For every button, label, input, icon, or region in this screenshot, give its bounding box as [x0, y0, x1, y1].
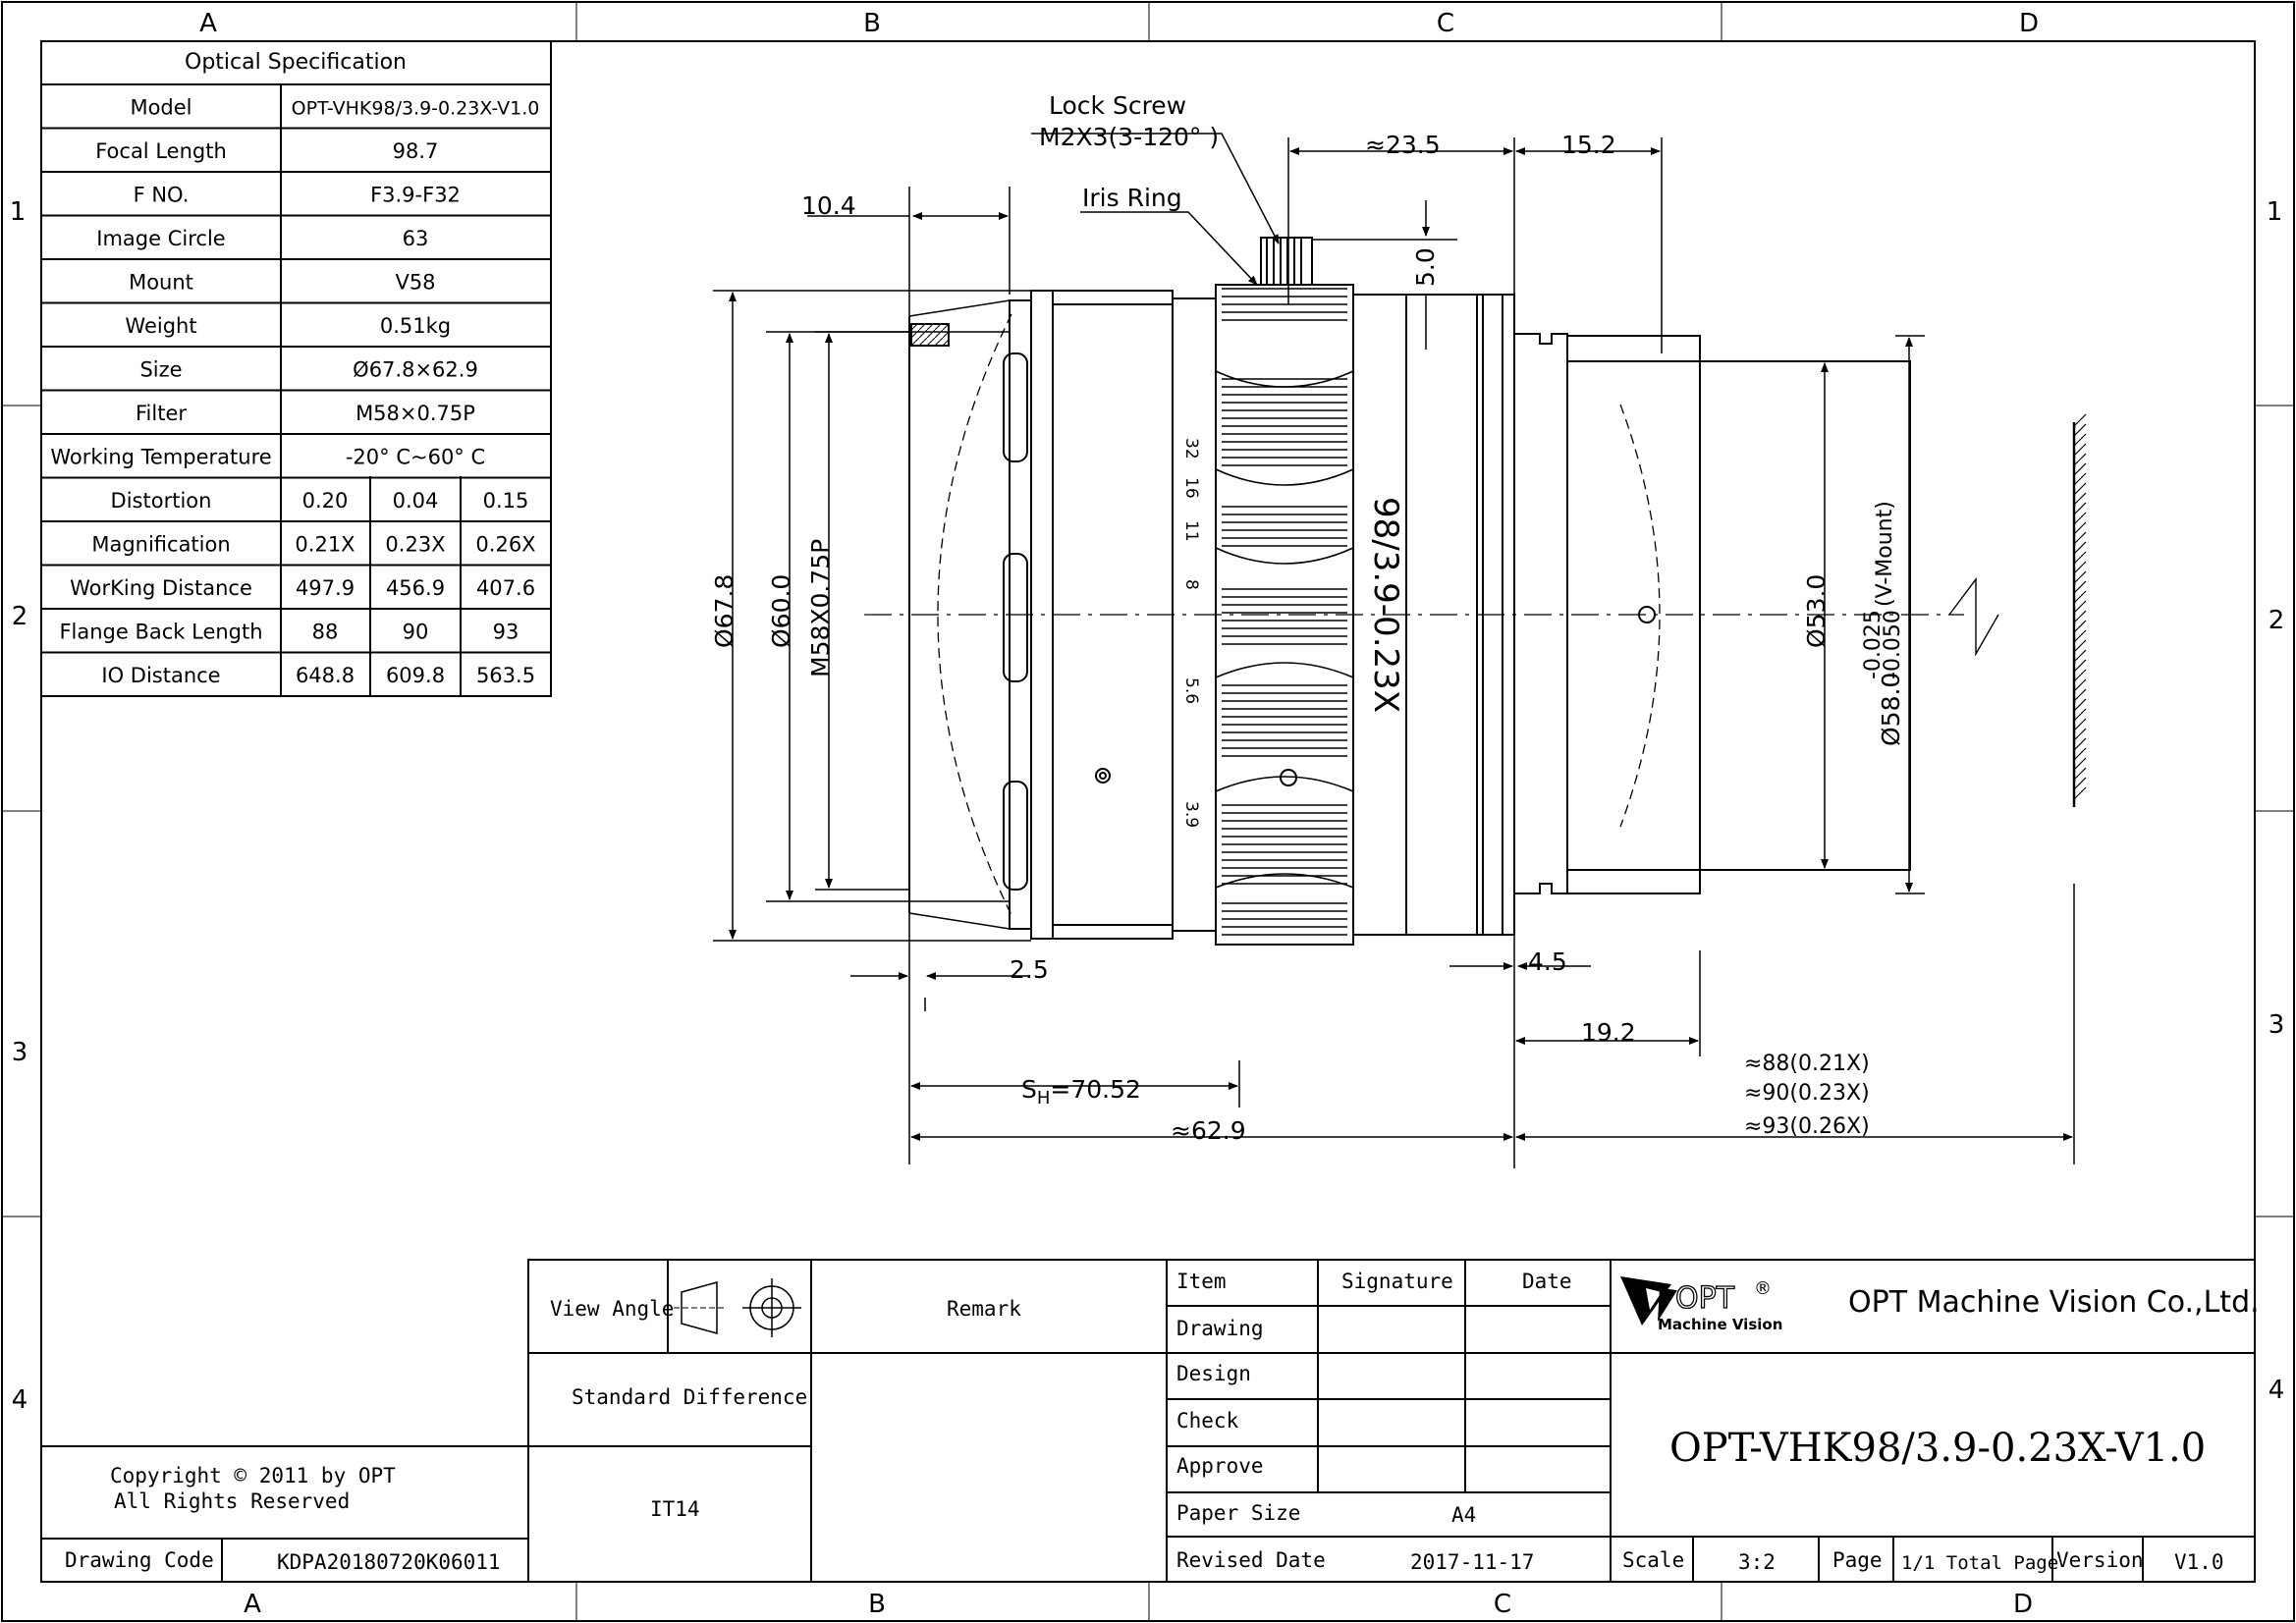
company-block: [1658, 1278, 2260, 1333]
dim-93: ≈93(0.26X): [1744, 1114, 1870, 1139]
frame-row-4-left: 4: [11, 1385, 28, 1415]
page-value: 1/1 Total Page: [1901, 1552, 2059, 1574]
frame-col-b-bottom: B: [868, 1590, 886, 1619]
drawing-code-value: KDPA20180720K06011: [277, 1550, 501, 1574]
aperture-scale-value: 32: [1181, 438, 1201, 460]
lock-screw-spec: M2X3(3-120° ): [1039, 123, 1220, 151]
aperture-scale-value: 11: [1181, 520, 1201, 542]
spec-label: Distortion: [110, 488, 212, 513]
spec-value: 563.5: [475, 663, 536, 687]
view-angle-label: View Angle: [550, 1297, 675, 1321]
dim-19-2: 19.2: [1581, 1018, 1636, 1047]
lens-drawing: [864, 238, 2086, 945]
iris-ring-label: Iris Ring: [1082, 184, 1182, 212]
frame-row-2-right: 2: [2268, 606, 2285, 635]
lock-screw-label: Lock Screw: [1049, 91, 1187, 120]
spec-label: Model: [130, 95, 192, 120]
check-row: Check: [1176, 1409, 1239, 1433]
spec-value: 63: [402, 226, 429, 250]
frame-col-b-top: B: [863, 9, 881, 38]
dim-10-4: 10.4: [801, 191, 856, 220]
spec-label: Weight: [125, 313, 197, 338]
spec-label: Filter: [135, 401, 188, 425]
dim-58-0-vmount: Ø58.0: [1877, 672, 1905, 746]
spec-value: 648.8: [295, 663, 355, 687]
spec-label: WorKing Distance: [70, 575, 252, 600]
version-value: V1.0: [2174, 1550, 2224, 1574]
drawing-row: Drawing: [1176, 1317, 1264, 1340]
spec-label: Mount: [129, 270, 193, 295]
dim-58-0-tol-lower: -0.050: [1881, 610, 1905, 679]
spec-label: Working Temperature: [50, 445, 272, 469]
spec-value: 0.21X: [295, 532, 355, 557]
copyright-line1: Copyright © 2011 by OPT: [110, 1464, 396, 1488]
spec-value: 0.15: [482, 488, 529, 513]
aperture-scale-value: 8: [1181, 579, 1201, 590]
spec-value: -20° C~60° C: [345, 445, 486, 469]
part-number: OPT-VHK98/3.9-0.23X-V1.0: [1669, 1426, 2207, 1471]
dim-67-8: Ø67.8: [710, 573, 738, 648]
dim-m58-thread: M58X0.75P: [806, 538, 835, 677]
dim-4-5: 4.5: [1528, 947, 1567, 976]
frame-col-a-top: A: [199, 9, 217, 38]
spec-value: F3.9-F32: [370, 183, 461, 207]
date-header: Date: [1522, 1270, 1572, 1293]
dim-2-5: 2.5: [1010, 955, 1049, 984]
frame-col-a-bottom: A: [244, 1590, 261, 1619]
spec-label: Magnification: [91, 532, 231, 557]
aperture-scale-value: 16: [1181, 477, 1201, 499]
spec-value: 98.7: [392, 138, 439, 163]
spec-label: Size: [139, 357, 183, 382]
break-line: [1949, 579, 1998, 654]
version-label: Version: [2056, 1548, 2144, 1572]
spec-value: M58×0.75P: [355, 401, 475, 425]
spec-value: Ø67.8×62.9: [353, 357, 478, 382]
copyright-line2: All Rights Reserved: [114, 1489, 351, 1513]
drawing-labels: [710, 91, 1905, 1145]
iris-ring-leader: [1080, 212, 1257, 285]
scale-label: Scale: [1622, 1548, 1685, 1572]
frame-row-1-left: 1: [9, 197, 27, 227]
scale-value: 3:2: [1738, 1550, 1776, 1574]
frame-row-4-right: 4: [2268, 1376, 2285, 1405]
dim-90: ≈90(0.23X): [1744, 1081, 1870, 1106]
spec-value: 609.8: [385, 663, 446, 687]
frame-row-3-left: 3: [11, 1038, 28, 1067]
company-name: OPT Machine Vision Co.,Ltd.: [1848, 1285, 2260, 1320]
frame-col-d-top: D: [2018, 9, 2040, 38]
dim-62-9: ≈62.9: [1171, 1116, 1246, 1145]
dim-15-2: 15.2: [1561, 131, 1616, 159]
view-angle-circle-icon: [742, 1278, 801, 1337]
frame-labels: [10, 9, 2285, 1619]
frame-row-2-left: 2: [11, 602, 28, 631]
dim-5-0: 5.0: [1411, 247, 1440, 287]
sheet-frame: [2, 2, 2294, 1621]
lock-screw: [1261, 238, 1312, 285]
drawing-code-label: Drawing Code: [65, 1548, 214, 1572]
spec-value: 0.04: [392, 488, 439, 513]
aperture-scale-value: 3.9: [1181, 801, 1201, 829]
page-label: Page: [1832, 1548, 1883, 1572]
spec-value: OPT-VHK98/3.9-0.23X-V1.0: [291, 97, 540, 120]
spec-value: 407.6: [475, 575, 536, 600]
frame-col-c-top: C: [1436, 9, 1455, 38]
barrel-engraving: 98/3.9-0.23X: [1366, 497, 1405, 714]
paper-size-value: A4: [1451, 1503, 1477, 1527]
spec-value: 93: [492, 620, 519, 644]
spec-value: 88: [311, 620, 339, 644]
v-mount-body: [1514, 334, 1567, 893]
it14-value: IT14: [650, 1497, 700, 1521]
item-header: Item: [1176, 1270, 1227, 1293]
design-row: Design: [1176, 1362, 1251, 1385]
spec-value: 0.23X: [385, 532, 446, 557]
frame-row-1-right: 1: [2266, 197, 2283, 227]
spec-value: 90: [402, 620, 429, 644]
spec-value: 0.51kg: [379, 313, 452, 338]
logo-registered: ®: [1754, 1278, 1772, 1299]
dim-58-0-tol-upper: -0.025: [1861, 610, 1886, 679]
dim-sh: $S_H=70.52$: [1021, 1075, 1141, 1109]
spec-label: Flange Back Length: [59, 620, 263, 644]
remark-label: Remark: [947, 1297, 1021, 1321]
spec-label: Image Circle: [96, 226, 226, 250]
spec-value: 497.9: [295, 575, 355, 600]
frame-col-c-bottom: C: [1493, 1590, 1512, 1619]
aperture-scale-value: 5.6: [1181, 677, 1201, 705]
logo-text: OPT: [1675, 1281, 1735, 1316]
frame-row-3-right: 3: [2268, 1010, 2285, 1040]
dim-88: ≈88(0.21X): [1744, 1052, 1870, 1076]
dim-23-5: ≈23.5: [1365, 131, 1441, 159]
spec-label: F NO.: [133, 183, 190, 207]
filter-thread-hatch: [911, 324, 949, 346]
frame-col-d-bottom: D: [2012, 1590, 2034, 1619]
spec-value: V58: [395, 270, 436, 295]
dim-60-0: Ø60.0: [767, 573, 795, 648]
revised-date-value: 2017-11-17: [1410, 1550, 1535, 1574]
logo-subtitle: Machine Vision: [1658, 1316, 1783, 1333]
spec-table: [41, 41, 551, 696]
iris-ring: [1216, 285, 1353, 945]
spec-label: Focal Length: [95, 138, 227, 163]
spec-label: IO Distance: [101, 663, 221, 687]
paper-size-label: Paper Size: [1176, 1501, 1301, 1525]
revised-date-label: Revised Date: [1176, 1548, 1326, 1572]
spec-table-title: Optical Specification: [185, 50, 407, 75]
front-slots: [1004, 353, 1027, 890]
signature-header: Signature: [1341, 1270, 1453, 1293]
approve-row: Approve: [1176, 1454, 1264, 1478]
dim-53-0: Ø53.0: [1802, 573, 1831, 648]
spec-value: 0.26X: [475, 532, 536, 557]
standard-difference-label: Standard Difference: [572, 1385, 808, 1409]
center-screw: [1096, 769, 1110, 783]
dim-58-0-suffix: (V-Mount): [1873, 501, 1897, 607]
spec-value: 0.20: [301, 488, 349, 513]
spec-value: 456.9: [385, 575, 446, 600]
